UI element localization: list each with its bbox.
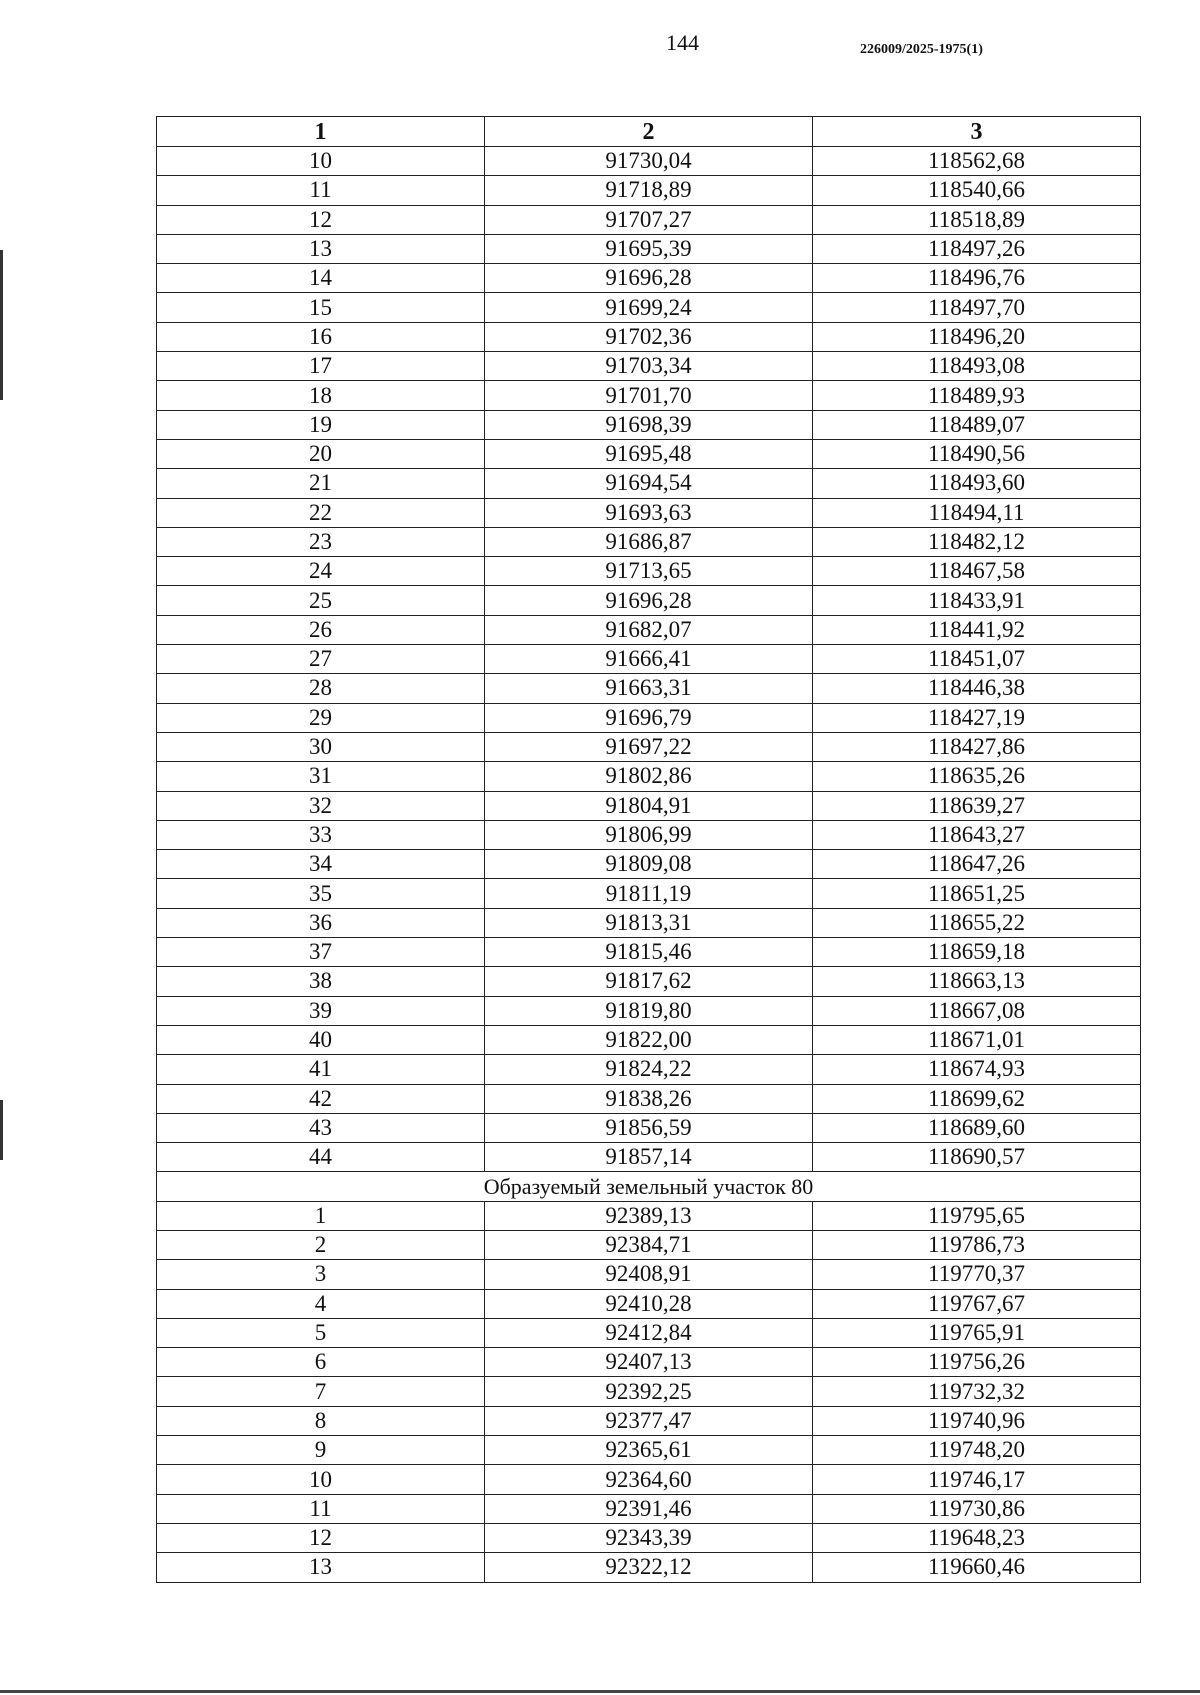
point-number-cell: 27 xyxy=(157,645,485,674)
y-coordinate-cell: 118427,19 xyxy=(813,703,1141,732)
x-coordinate-cell: 91701,70 xyxy=(485,381,813,410)
table-row xyxy=(157,879,1141,908)
point-number-cell: 5 xyxy=(157,1318,485,1347)
x-coordinate-cell: 91696,79 xyxy=(485,703,813,732)
point-number-cell: 12 xyxy=(157,205,485,234)
point-number-cell: 30 xyxy=(157,732,485,761)
y-coordinate-cell: 119756,26 xyxy=(813,1348,1141,1377)
table-row xyxy=(157,615,1141,644)
x-coordinate-cell: 91686,87 xyxy=(485,527,813,556)
x-coordinate-cell: 91698,39 xyxy=(485,410,813,439)
x-coordinate-cell: 91804,91 xyxy=(485,791,813,820)
y-coordinate-cell: 118689,60 xyxy=(813,1113,1141,1142)
table-row xyxy=(157,703,1141,732)
section-title: Образуемый земельный участок 80 xyxy=(157,1172,1141,1201)
x-coordinate-cell: 91707,27 xyxy=(485,205,813,234)
table-row xyxy=(157,410,1141,439)
table-row xyxy=(157,1406,1141,1435)
document-code: 226009/2025-1975(1) xyxy=(860,42,983,57)
y-coordinate-cell: 118467,58 xyxy=(813,557,1141,586)
table-row xyxy=(157,586,1141,615)
y-coordinate-cell: 119770,37 xyxy=(813,1260,1141,1289)
table-row xyxy=(157,498,1141,527)
point-number-cell: 42 xyxy=(157,1084,485,1113)
table-row xyxy=(157,1553,1141,1582)
x-coordinate-cell: 92343,39 xyxy=(485,1523,813,1552)
x-coordinate-cell: 92322,12 xyxy=(485,1553,813,1582)
y-coordinate-cell: 118667,08 xyxy=(813,996,1141,1025)
x-coordinate-cell: 91824,22 xyxy=(485,1055,813,1084)
point-number-cell: 16 xyxy=(157,322,485,351)
y-coordinate-cell: 118663,13 xyxy=(813,967,1141,996)
y-coordinate-cell: 118639,27 xyxy=(813,791,1141,820)
y-coordinate-cell: 118690,57 xyxy=(813,1143,1141,1172)
point-number-cell: 17 xyxy=(157,352,485,381)
point-number-cell: 14 xyxy=(157,264,485,293)
x-coordinate-cell: 91857,14 xyxy=(485,1143,813,1172)
table-row xyxy=(157,1494,1141,1523)
table-row xyxy=(157,1055,1141,1084)
table-row xyxy=(157,205,1141,234)
y-coordinate-cell: 118494,11 xyxy=(813,498,1141,527)
scan-bottom-edge xyxy=(0,1690,1200,1693)
y-coordinate-cell: 118489,07 xyxy=(813,410,1141,439)
x-coordinate-cell: 92389,13 xyxy=(485,1201,813,1230)
y-coordinate-cell: 118482,12 xyxy=(813,527,1141,556)
y-coordinate-cell: 119786,73 xyxy=(813,1230,1141,1259)
point-number-cell: 11 xyxy=(157,1494,485,1523)
x-coordinate-cell: 91718,89 xyxy=(485,176,813,205)
point-number-cell: 21 xyxy=(157,469,485,498)
y-coordinate-cell: 118497,26 xyxy=(813,234,1141,263)
y-coordinate-cell: 118489,93 xyxy=(813,381,1141,410)
table-row xyxy=(157,1025,1141,1054)
point-number-cell: 38 xyxy=(157,967,485,996)
x-coordinate-cell: 91817,62 xyxy=(485,967,813,996)
x-coordinate-cell: 92412,84 xyxy=(485,1318,813,1347)
y-coordinate-cell: 119648,23 xyxy=(813,1523,1141,1552)
table-row xyxy=(157,527,1141,556)
x-coordinate-cell: 91822,00 xyxy=(485,1025,813,1054)
y-coordinate-cell: 118496,76 xyxy=(813,264,1141,293)
point-number-cell: 41 xyxy=(157,1055,485,1084)
y-coordinate-cell: 118562,68 xyxy=(813,147,1141,176)
y-coordinate-cell: 118540,66 xyxy=(813,176,1141,205)
point-number-cell: 36 xyxy=(157,908,485,937)
x-coordinate-cell: 91699,24 xyxy=(485,293,813,322)
x-coordinate-cell: 92365,61 xyxy=(485,1436,813,1465)
table-row xyxy=(157,791,1141,820)
x-coordinate-cell: 91815,46 xyxy=(485,938,813,967)
y-coordinate-cell: 118493,08 xyxy=(813,352,1141,381)
table-row xyxy=(157,1318,1141,1347)
x-coordinate-cell: 91856,59 xyxy=(485,1113,813,1142)
point-number-cell: 18 xyxy=(157,381,485,410)
x-coordinate-cell: 92408,91 xyxy=(485,1260,813,1289)
point-number-cell: 26 xyxy=(157,615,485,644)
y-coordinate-cell: 118427,86 xyxy=(813,732,1141,761)
x-coordinate-cell: 91695,48 xyxy=(485,439,813,468)
x-coordinate-cell: 91693,63 xyxy=(485,498,813,527)
table-row xyxy=(157,996,1141,1025)
point-number-cell: 32 xyxy=(157,791,485,820)
point-number-cell: 10 xyxy=(157,147,485,176)
table-row xyxy=(157,234,1141,263)
y-coordinate-cell: 119767,67 xyxy=(813,1289,1141,1318)
x-coordinate-cell: 91809,08 xyxy=(485,850,813,879)
point-number-cell: 23 xyxy=(157,527,485,556)
x-coordinate-cell: 91666,41 xyxy=(485,645,813,674)
point-number-cell: 9 xyxy=(157,1436,485,1465)
y-coordinate-cell: 119748,20 xyxy=(813,1436,1141,1465)
table-row xyxy=(157,469,1141,498)
x-coordinate-cell: 92391,46 xyxy=(485,1494,813,1523)
y-coordinate-cell: 119660,46 xyxy=(813,1553,1141,1582)
y-coordinate-cell: 118451,07 xyxy=(813,645,1141,674)
point-number-cell: 37 xyxy=(157,938,485,967)
table-row xyxy=(157,1523,1141,1552)
point-number-cell: 34 xyxy=(157,850,485,879)
table-row xyxy=(157,1084,1141,1113)
x-coordinate-cell: 92410,28 xyxy=(485,1289,813,1318)
point-number-cell: 44 xyxy=(157,1143,485,1172)
table-row xyxy=(157,938,1141,967)
table-row xyxy=(157,762,1141,791)
point-number-cell: 29 xyxy=(157,703,485,732)
table-row xyxy=(157,1377,1141,1406)
x-coordinate-cell: 91838,26 xyxy=(485,1084,813,1113)
table-row xyxy=(157,439,1141,468)
x-coordinate-cell: 92384,71 xyxy=(485,1230,813,1259)
y-coordinate-cell: 118493,60 xyxy=(813,469,1141,498)
y-coordinate-cell: 119795,65 xyxy=(813,1201,1141,1230)
table-row xyxy=(157,908,1141,937)
point-number-cell: 35 xyxy=(157,879,485,908)
point-number-cell: 25 xyxy=(157,586,485,615)
table-row xyxy=(157,732,1141,761)
table-row xyxy=(157,1201,1141,1230)
x-coordinate-cell: 91682,07 xyxy=(485,615,813,644)
table-row xyxy=(157,147,1141,176)
table-row xyxy=(157,1113,1141,1142)
y-coordinate-cell: 118671,01 xyxy=(813,1025,1141,1054)
y-coordinate-cell: 119730,86 xyxy=(813,1494,1141,1523)
x-coordinate-cell: 91696,28 xyxy=(485,264,813,293)
point-number-cell: 12 xyxy=(157,1523,485,1552)
x-coordinate-cell: 91696,28 xyxy=(485,586,813,615)
x-coordinate-cell: 91702,36 xyxy=(485,322,813,351)
point-number-cell: 13 xyxy=(157,234,485,263)
y-coordinate-cell: 118441,92 xyxy=(813,615,1141,644)
y-coordinate-cell: 118446,38 xyxy=(813,674,1141,703)
point-number-cell: 8 xyxy=(157,1406,485,1435)
point-number-cell: 13 xyxy=(157,1553,485,1582)
point-number-cell: 24 xyxy=(157,557,485,586)
column-header: 1 xyxy=(157,117,485,147)
point-number-cell: 4 xyxy=(157,1289,485,1318)
table-header-row xyxy=(157,117,1141,147)
table-row xyxy=(157,1260,1141,1289)
point-number-cell: 28 xyxy=(157,674,485,703)
point-number-cell: 20 xyxy=(157,439,485,468)
point-number-cell: 1 xyxy=(157,1201,485,1230)
coordinates-table xyxy=(156,116,1141,1583)
x-coordinate-cell: 92392,25 xyxy=(485,1377,813,1406)
point-number-cell: 3 xyxy=(157,1260,485,1289)
x-coordinate-cell: 91713,65 xyxy=(485,557,813,586)
y-coordinate-cell: 118647,26 xyxy=(813,850,1141,879)
scan-edge-mark xyxy=(0,1100,3,1160)
table-row xyxy=(157,557,1141,586)
x-coordinate-cell: 91694,54 xyxy=(485,469,813,498)
section-row xyxy=(157,1172,1141,1201)
point-number-cell: 43 xyxy=(157,1113,485,1142)
x-coordinate-cell: 91695,39 xyxy=(485,234,813,263)
table-row xyxy=(157,176,1141,205)
x-coordinate-cell: 91806,99 xyxy=(485,820,813,849)
table-row xyxy=(157,820,1141,849)
point-number-cell: 11 xyxy=(157,176,485,205)
column-header: 2 xyxy=(485,117,813,147)
x-coordinate-cell: 91802,86 xyxy=(485,762,813,791)
table-row xyxy=(157,645,1141,674)
y-coordinate-cell: 118651,25 xyxy=(813,879,1141,908)
table-row xyxy=(157,967,1141,996)
y-coordinate-cell: 118655,22 xyxy=(813,908,1141,937)
table-row xyxy=(157,1436,1141,1465)
y-coordinate-cell: 118699,62 xyxy=(813,1084,1141,1113)
x-coordinate-cell: 92407,13 xyxy=(485,1348,813,1377)
y-coordinate-cell: 119732,32 xyxy=(813,1377,1141,1406)
y-coordinate-cell: 119740,96 xyxy=(813,1406,1141,1435)
table-row xyxy=(157,264,1141,293)
table-row xyxy=(157,1230,1141,1259)
x-coordinate-cell: 91663,31 xyxy=(485,674,813,703)
table-row xyxy=(157,674,1141,703)
point-number-cell: 22 xyxy=(157,498,485,527)
table-row xyxy=(157,352,1141,381)
y-coordinate-cell: 118674,93 xyxy=(813,1055,1141,1084)
y-coordinate-cell: 118659,18 xyxy=(813,938,1141,967)
y-coordinate-cell: 119765,91 xyxy=(813,1318,1141,1347)
point-number-cell: 39 xyxy=(157,996,485,1025)
x-coordinate-cell: 91811,19 xyxy=(485,879,813,908)
page-number: 144 xyxy=(666,30,699,55)
point-number-cell: 7 xyxy=(157,1377,485,1406)
table-row xyxy=(157,850,1141,879)
table-row xyxy=(157,381,1141,410)
point-number-cell: 40 xyxy=(157,1025,485,1054)
y-coordinate-cell: 118643,27 xyxy=(813,820,1141,849)
scan-edge-mark xyxy=(0,250,3,400)
y-coordinate-cell: 118496,20 xyxy=(813,322,1141,351)
y-coordinate-cell: 118490,56 xyxy=(813,439,1141,468)
x-coordinate-cell: 91813,31 xyxy=(485,908,813,937)
y-coordinate-cell: 118433,91 xyxy=(813,586,1141,615)
point-number-cell: 2 xyxy=(157,1230,485,1259)
x-coordinate-cell: 91819,80 xyxy=(485,996,813,1025)
point-number-cell: 19 xyxy=(157,410,485,439)
column-header: 3 xyxy=(813,117,1141,147)
table-row xyxy=(157,293,1141,322)
point-number-cell: 33 xyxy=(157,820,485,849)
point-number-cell: 6 xyxy=(157,1348,485,1377)
point-number-cell: 10 xyxy=(157,1465,485,1494)
table-row xyxy=(157,1289,1141,1318)
point-number-cell: 15 xyxy=(157,293,485,322)
y-coordinate-cell: 119746,17 xyxy=(813,1465,1141,1494)
x-coordinate-cell: 92377,47 xyxy=(485,1406,813,1435)
table-row xyxy=(157,1465,1141,1494)
table-row xyxy=(157,1143,1141,1172)
table-row xyxy=(157,322,1141,351)
y-coordinate-cell: 118635,26 xyxy=(813,762,1141,791)
y-coordinate-cell: 118518,89 xyxy=(813,205,1141,234)
table-row xyxy=(157,1348,1141,1377)
x-coordinate-cell: 92364,60 xyxy=(485,1465,813,1494)
x-coordinate-cell: 91697,22 xyxy=(485,732,813,761)
point-number-cell: 31 xyxy=(157,762,485,791)
x-coordinate-cell: 91703,34 xyxy=(485,352,813,381)
y-coordinate-cell: 118497,70 xyxy=(813,293,1141,322)
x-coordinate-cell: 91730,04 xyxy=(485,147,813,176)
